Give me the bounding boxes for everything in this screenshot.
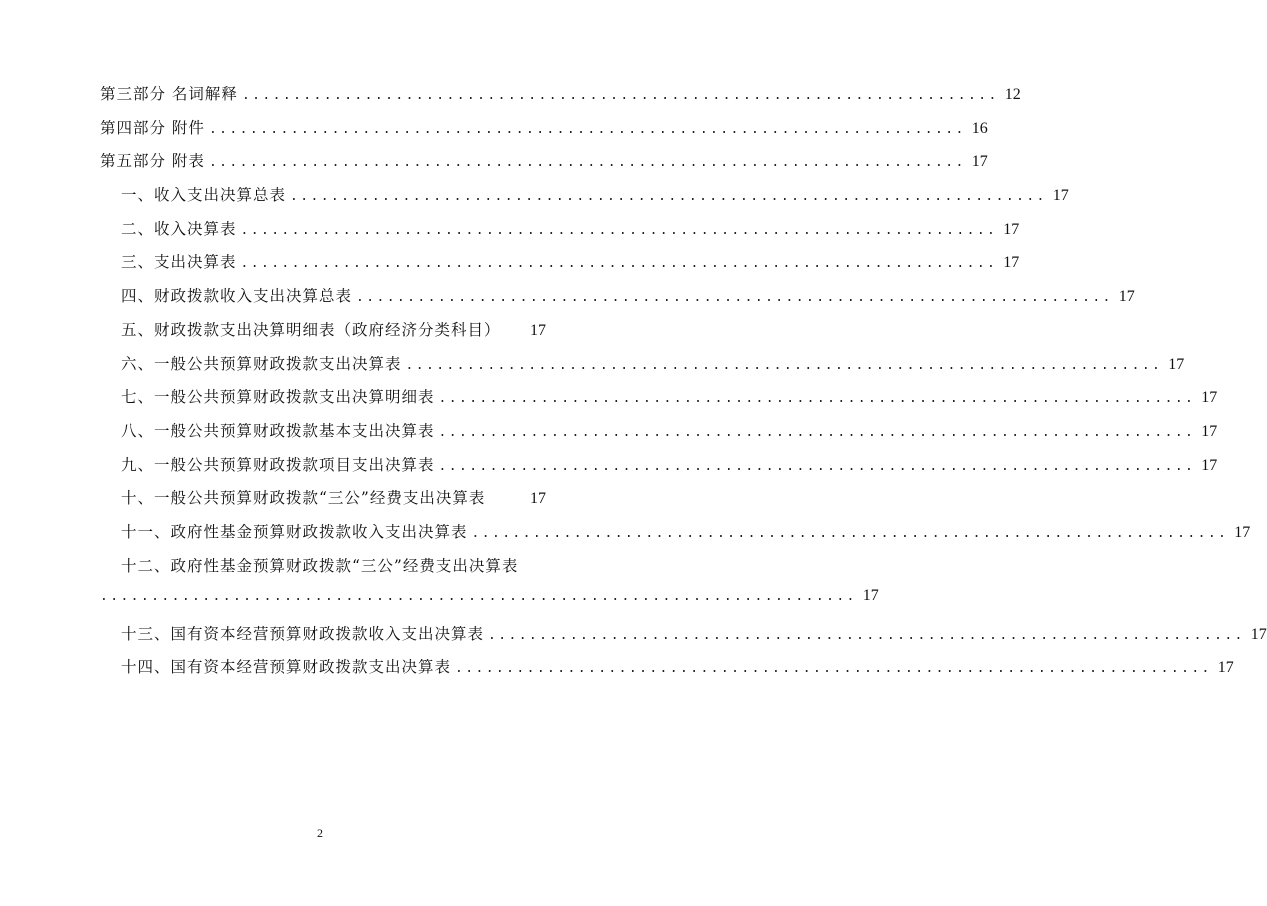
toc-entry-page: 12 <box>1004 86 1021 103</box>
dot-leader: .......................................................................... <box>241 88 999 103</box>
toc-entry-title: 十、一般公共预算财政拨款“三公”经费支出决算表 <box>121 489 486 508</box>
toc-entry-title: 十四、国有资本经营预算财政拨款支出决算表 <box>121 658 452 677</box>
dot-leader: .......................................................................... <box>100 588 857 604</box>
dot-leader: .......................................................................... <box>438 458 1196 474</box>
toc-entry-title: 一、收入支出决算总表 <box>121 186 287 205</box>
toc-entry-table-10[interactable] <box>100 486 546 520</box>
toc-entry-table-5[interactable] <box>100 318 546 352</box>
toc-entry-page: 17 <box>971 153 988 171</box>
toc-entry-page: 17 <box>530 321 546 339</box>
toc-entry-page: 17 <box>1234 523 1251 541</box>
toc-entry-table-3[interactable] <box>100 250 1020 284</box>
dot-leader: .......................................................................... <box>356 290 1113 306</box>
toc-entry-page: 17 <box>1052 187 1069 205</box>
toc-entry-table-7[interactable] <box>100 385 1218 419</box>
toc-entry-page: 17 <box>1003 220 1020 238</box>
toc-entry-table-14[interactable] <box>100 655 1234 689</box>
dot-leader: .......................................................................... <box>240 256 998 272</box>
dot-leader: .......................................................................... <box>438 424 1196 440</box>
toc-entry-title: 九、一般公共预算财政拨款项目支出决算表 <box>121 455 435 474</box>
toc-entry-page: 17 <box>1217 659 1234 677</box>
toc-entry-title: 三、支出决算表 <box>121 253 237 272</box>
toc-entry-page: 17 <box>862 586 879 604</box>
dot-leader: .......................................................................... <box>405 357 1163 373</box>
toc-entry-title: 十三、国有资本经营预算财政拨款收入支出决算表 <box>121 624 485 643</box>
dot-leader: .......................................................................... <box>471 525 1229 541</box>
dot-leader: .......................................................................... <box>290 189 1047 205</box>
table-of-contents <box>100 82 1267 689</box>
toc-entry-part3[interactable] <box>100 82 1021 116</box>
toc-entry-page: 17 <box>1168 355 1185 373</box>
toc-entry-title: 八、一般公共预算财政拨款基本支出决算表 <box>121 421 435 440</box>
dot-leader: .......................................................................... <box>488 627 1245 643</box>
page-number: 2 <box>317 826 323 840</box>
toc-entry-title: 第四部分 附件 <box>100 118 205 137</box>
toc-entry-page: 17 <box>1250 625 1267 643</box>
dot-leader: .......................................................................... <box>208 155 966 171</box>
toc-entry-table-13[interactable] <box>100 622 1267 656</box>
toc-entry-part4[interactable] <box>100 116 988 150</box>
dot-leader: .......................................................................... <box>438 391 1196 407</box>
toc-entry-page: 17 <box>1201 456 1218 474</box>
toc-entry-title: 第三部分 名词解释 <box>100 85 238 103</box>
dot-leader: .......................................................................... <box>240 222 998 238</box>
toc-entry-title: 七、一般公共预算财政拨款支出决算明细表 <box>121 388 435 407</box>
toc-entry-table-4[interactable] <box>100 284 1135 318</box>
toc-entry-table-9[interactable] <box>100 453 1218 487</box>
toc-entry-page: 17 <box>1201 422 1218 440</box>
toc-entry-page: 17 <box>530 490 546 508</box>
toc-entry-title: 十一、政府性基金预算财政拨款收入支出决算表 <box>121 522 468 541</box>
toc-entry-page: 17 <box>1201 389 1218 407</box>
toc-entry-page: 17 <box>1118 288 1135 306</box>
dot-leader: .......................................................................... <box>455 661 1212 677</box>
toc-entry-part5[interactable] <box>100 149 988 183</box>
toc-entry-title: 十二、政府性基金预算财政拨款“三公”经费支出决算表 <box>121 556 519 575</box>
toc-entry-table-1[interactable] <box>100 183 1069 217</box>
toc-entry-title: 五、财政拨款支出决算明细表（政府经济分类科目） <box>121 320 501 339</box>
toc-entry-table-12[interactable] <box>100 554 879 622</box>
toc-entry-page: 16 <box>971 119 988 137</box>
toc-entry-title: 四、财政拨款收入支出决算总表 <box>121 287 353 306</box>
toc-entry-title: 六、一般公共预算财政拨款支出决算表 <box>121 354 402 373</box>
toc-entry-page: 17 <box>1003 254 1020 272</box>
toc-entry-table-2[interactable] <box>100 217 1020 251</box>
toc-entry-table-11[interactable] <box>100 520 1251 554</box>
toc-entry-table-8[interactable] <box>100 419 1218 453</box>
dot-leader: .......................................................................... <box>208 121 966 137</box>
toc-entry-title: 二、收入决算表 <box>121 219 237 238</box>
toc-entry-title: 第五部分 附表 <box>100 152 205 171</box>
toc-entry-table-6[interactable] <box>100 352 1185 386</box>
